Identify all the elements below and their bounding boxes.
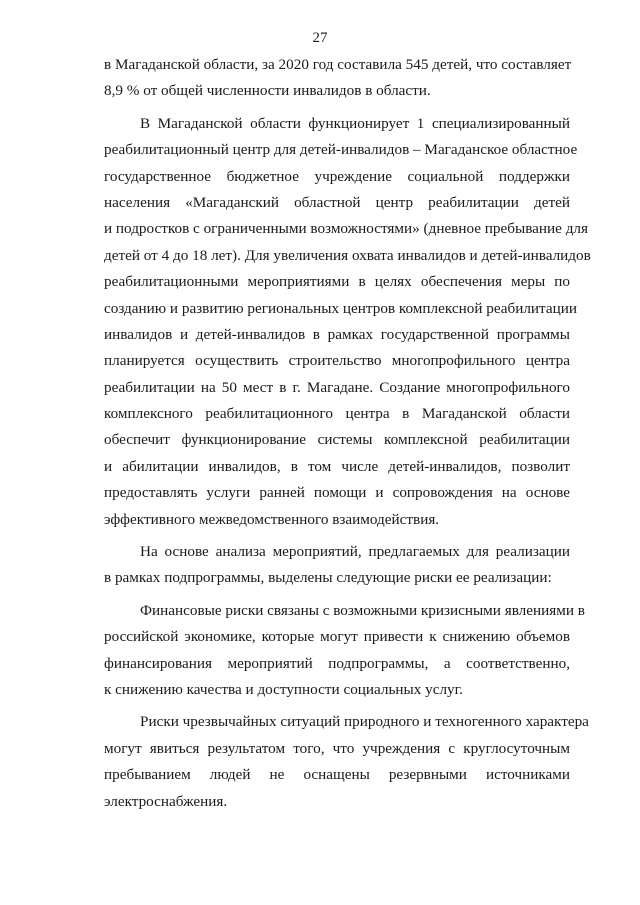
text-line: могут явиться результатом того, что учреждения с круглосуточным	[104, 739, 570, 757]
document-body	[104, 52, 591, 821]
text-line: обеспечит функционирование системы комплексной реабилитации	[104, 431, 570, 449]
text-line: детей от 4 до 18 лет). Для увеличения охвата инвалидов и детей-инвалидов	[104, 246, 591, 264]
text-line: планируется осуществить строительство многопрофильного центра	[104, 352, 570, 370]
text-line: Риски чрезвычайных ситуаций природного и техногенного характера	[140, 713, 589, 731]
paragraph-4	[104, 598, 585, 704]
text-line: 8,9 % от общей численности инвалидов в области.	[104, 82, 431, 100]
paragraph-1	[104, 52, 570, 105]
paragraph-5	[104, 709, 589, 815]
text-line: эффективного межведомственного взаимодействия.	[104, 510, 440, 528]
text-line: инвалидов и детей-инвалидов в рамках государственной программы	[104, 325, 570, 343]
text-line: в Магаданской области, за 2020 год составила 545 детей, что составляет	[104, 56, 572, 73]
text-line: реабилитации на 50 мест в г. Магадане. Создание многопрофильного	[104, 378, 570, 396]
text-line: Финансовые риски связаны с возможными кризисными явлениями в	[140, 601, 585, 619]
paragraph-3	[104, 539, 570, 592]
text-line: пребыванием людей не оснащены резервными источниками	[104, 766, 570, 784]
text-line: созданию и развитию региональных центров комплексной реабилитации	[104, 299, 578, 317]
text-line: финансирования мероприятий подпрограммы, а соответственно,	[104, 654, 570, 672]
paragraph-2	[104, 111, 591, 533]
text-line: В Магаданской области функционирует 1 специализированный	[140, 114, 570, 132]
text-line: населения «Магаданский областной центр реабилитации детей	[104, 193, 570, 211]
text-line: электроснабжения.	[104, 792, 228, 810]
text-line: На основе анализа мероприятий, предлагаемых для реализации	[140, 543, 570, 561]
text-line: предоставлять услуги ранней помощи и сопровождения на основе	[104, 484, 570, 502]
text-line: реабилитационными мероприятиями в целях обеспечения меры по	[104, 273, 570, 291]
text-line: реабилитационный центр для детей-инвалидов – Магаданское областное	[104, 141, 578, 159]
text-line: российской экономике, которые могут привести к снижению объемов	[104, 628, 570, 646]
text-line: в рамках подпрограммы, выделены следующие риски ее реализации:	[104, 569, 552, 587]
text-line: и подростков с ограниченными возможностями» (дневное пребывание для	[104, 220, 588, 238]
text-line: и абилитации инвалидов, в том числе детей-инвалидов, позволит	[104, 457, 570, 475]
text-line: государственное бюджетное учреждение социальной поддержки	[104, 167, 570, 185]
text-line: к снижению качества и доступности социальных услуг.	[104, 680, 463, 698]
page-number: 27	[312, 30, 328, 46]
text-line: комплексного реабилитационного центра в Магаданской области	[104, 405, 570, 423]
